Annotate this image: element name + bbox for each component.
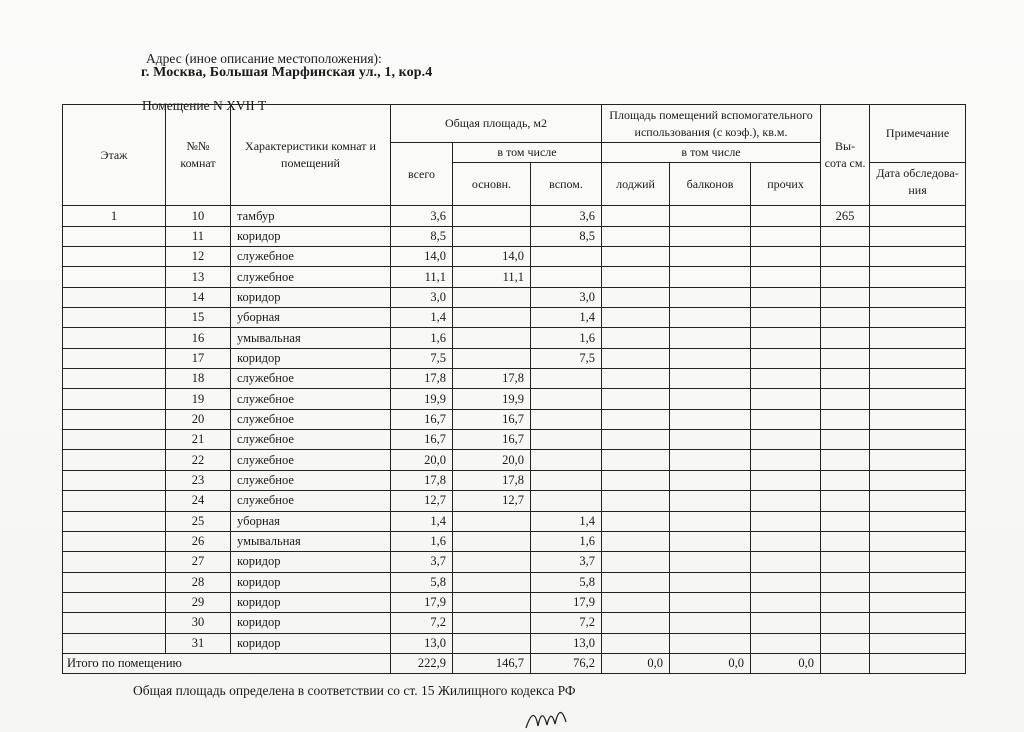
cell-empty xyxy=(751,613,821,633)
cell-floor xyxy=(63,531,166,551)
cell-empty xyxy=(602,369,670,389)
cell-empty xyxy=(670,206,751,226)
cell-total: 20,0 xyxy=(391,450,453,470)
cell-empty xyxy=(751,470,821,490)
table-row xyxy=(63,409,966,429)
table-row xyxy=(63,531,966,551)
cell-empty xyxy=(670,389,751,409)
cell-floor xyxy=(63,613,166,633)
cell-height xyxy=(821,267,870,287)
cell-empty xyxy=(751,308,821,328)
cell-aux xyxy=(531,247,602,267)
cell-aux: 1,4 xyxy=(531,511,602,531)
cell-empty xyxy=(870,369,966,389)
cell-main xyxy=(453,633,531,653)
table-row xyxy=(63,328,966,348)
cell-empty xyxy=(602,633,670,653)
cell-empty xyxy=(870,430,966,450)
cell-floor xyxy=(63,592,166,612)
address-value: г. Москва, Большая Марфинская ул., 1, кор.4 xyxy=(141,65,433,80)
cell-empty xyxy=(670,430,751,450)
cell-name: служебное xyxy=(231,450,391,470)
cell-aux xyxy=(531,470,602,490)
header-characteristics: Характеристики комнат и помещений xyxy=(231,105,391,206)
cell-floor xyxy=(63,491,166,511)
cell-empty xyxy=(751,511,821,531)
cell-empty xyxy=(870,450,966,470)
cell-total: 3,7 xyxy=(391,552,453,572)
table-row xyxy=(63,308,966,328)
cell-total: 5,8 xyxy=(391,572,453,592)
table-row xyxy=(63,572,966,592)
cell-empty xyxy=(602,226,670,246)
cell-empty xyxy=(870,267,966,287)
table-row xyxy=(63,287,966,307)
cell-empty xyxy=(751,633,821,653)
cell-total: 17,9 xyxy=(391,592,453,612)
cell-floor xyxy=(63,226,166,246)
cell-empty xyxy=(602,531,670,551)
header-aux: вспом. xyxy=(531,163,602,206)
cell-empty xyxy=(870,308,966,328)
header-balconies: балконов xyxy=(670,163,751,206)
cell-total: 17,8 xyxy=(391,369,453,389)
cell-total: 17,8 xyxy=(391,470,453,490)
cell-empty xyxy=(670,308,751,328)
header-height: Вы- сота см. xyxy=(821,105,870,206)
cell-height xyxy=(821,470,870,490)
table-row xyxy=(63,267,966,287)
cell-name: коридор xyxy=(231,552,391,572)
cell-empty xyxy=(670,613,751,633)
cell-aux xyxy=(531,450,602,470)
cell-height xyxy=(821,369,870,389)
cell-aux: 5,8 xyxy=(531,572,602,592)
cell-room: 10 xyxy=(166,206,231,226)
cell-main xyxy=(453,287,531,307)
cell-floor: 1 xyxy=(63,206,166,226)
cell-room: 24 xyxy=(166,491,231,511)
cell-main: 17,8 xyxy=(453,470,531,490)
header-survey-date: Дата обследова- ния xyxy=(870,163,966,206)
cell-height xyxy=(821,430,870,450)
cell-room: 16 xyxy=(166,328,231,348)
table-row xyxy=(63,389,966,409)
table-row xyxy=(63,592,966,612)
cell-room: 29 xyxy=(166,592,231,612)
cell-empty xyxy=(751,328,821,348)
totals-loggias: 0,0 xyxy=(602,653,670,673)
cell-empty xyxy=(602,572,670,592)
table-row xyxy=(63,552,966,572)
header-including: в том числе xyxy=(453,143,602,163)
cell-empty xyxy=(670,511,751,531)
header-floor: Этаж xyxy=(63,105,166,206)
cell-name: коридор xyxy=(231,348,391,368)
table-row xyxy=(63,470,966,490)
cell-room: 25 xyxy=(166,511,231,531)
cell-name: коридор xyxy=(231,592,391,612)
cell-floor xyxy=(63,247,166,267)
cell-empty xyxy=(751,226,821,246)
cell-room: 19 xyxy=(166,389,231,409)
cell-total: 19,9 xyxy=(391,389,453,409)
cell-height xyxy=(821,552,870,572)
cell-aux: 1,4 xyxy=(531,308,602,328)
cell-aux: 3,0 xyxy=(531,287,602,307)
cell-height xyxy=(821,389,870,409)
cell-total: 13,0 xyxy=(391,633,453,653)
cell-empty xyxy=(670,450,751,470)
cell-main: 16,7 xyxy=(453,430,531,450)
cell-empty xyxy=(670,633,751,653)
cell-height: 265 xyxy=(821,206,870,226)
cell-empty xyxy=(602,552,670,572)
cell-room: 21 xyxy=(166,430,231,450)
cell-name: служебное xyxy=(231,409,391,429)
cell-total: 1,4 xyxy=(391,511,453,531)
cell-aux: 1,6 xyxy=(531,531,602,551)
totals-main: 146,7 xyxy=(453,653,531,673)
cell-empty xyxy=(602,389,670,409)
cell-aux: 7,5 xyxy=(531,348,602,368)
signature-mark xyxy=(520,700,580,732)
cell-empty xyxy=(670,409,751,429)
cell-empty xyxy=(602,308,670,328)
header-aux-area: Площадь помещений вспомогательного использования (с коэф.), кв.м. xyxy=(602,105,821,143)
cell-main xyxy=(453,348,531,368)
cell-aux: 8,5 xyxy=(531,226,602,246)
totals-total: 222,9 xyxy=(391,653,453,673)
table-row xyxy=(63,491,966,511)
cell-empty xyxy=(751,369,821,389)
totals-other: 0,0 xyxy=(751,653,821,673)
cell-empty xyxy=(751,348,821,368)
cell-room: 23 xyxy=(166,470,231,490)
cell-room: 14 xyxy=(166,287,231,307)
cell-empty xyxy=(751,592,821,612)
cell-empty xyxy=(870,470,966,490)
cell-name: коридор xyxy=(231,226,391,246)
cell-main xyxy=(453,226,531,246)
cell-name: коридор xyxy=(231,613,391,633)
cell-aux: 3,7 xyxy=(531,552,602,572)
cell-aux xyxy=(531,491,602,511)
cell-main xyxy=(453,592,531,612)
cell-aux: 1,6 xyxy=(531,328,602,348)
totals-height xyxy=(821,653,870,673)
cell-total: 16,7 xyxy=(391,430,453,450)
cell-empty xyxy=(751,206,821,226)
cell-empty xyxy=(870,247,966,267)
cell-empty xyxy=(751,531,821,551)
cell-empty xyxy=(670,369,751,389)
cell-empty xyxy=(870,633,966,653)
cell-empty xyxy=(602,470,670,490)
cell-empty xyxy=(670,267,751,287)
cell-aux: 7,2 xyxy=(531,613,602,633)
cell-empty xyxy=(670,572,751,592)
cell-empty xyxy=(870,592,966,612)
cell-aux xyxy=(531,389,602,409)
cell-total: 12,7 xyxy=(391,491,453,511)
cell-aux: 17,9 xyxy=(531,592,602,612)
cell-aux: 3,6 xyxy=(531,206,602,226)
cell-aux xyxy=(531,409,602,429)
cell-empty xyxy=(602,450,670,470)
cell-main xyxy=(453,308,531,328)
cell-total: 8,5 xyxy=(391,226,453,246)
table-row xyxy=(63,348,966,368)
cell-name: тамбур xyxy=(231,206,391,226)
cell-height xyxy=(821,572,870,592)
cell-total: 1,6 xyxy=(391,531,453,551)
cell-room: 12 xyxy=(166,247,231,267)
totals-label: Итого по помещению xyxy=(63,653,391,673)
cell-total: 3,6 xyxy=(391,206,453,226)
cell-room: 15 xyxy=(166,308,231,328)
cell-name: служебное xyxy=(231,389,391,409)
cell-height xyxy=(821,613,870,633)
cell-room: 27 xyxy=(166,552,231,572)
cell-floor xyxy=(63,633,166,653)
cell-empty xyxy=(870,226,966,246)
cell-height xyxy=(821,226,870,246)
cell-total: 11,1 xyxy=(391,267,453,287)
cell-empty xyxy=(670,470,751,490)
cell-empty xyxy=(751,430,821,450)
cell-height xyxy=(821,450,870,470)
cell-empty xyxy=(870,572,966,592)
cell-room: 26 xyxy=(166,531,231,551)
cell-floor xyxy=(63,389,166,409)
cell-height xyxy=(821,409,870,429)
cell-empty xyxy=(670,491,751,511)
header-remark: Примечание xyxy=(870,105,966,163)
header-room-no: №№ комнат xyxy=(166,105,231,206)
cell-total: 3,0 xyxy=(391,287,453,307)
cell-height xyxy=(821,633,870,653)
premise-title: Помещение N XVII Т xyxy=(142,98,267,113)
cell-empty xyxy=(870,348,966,368)
header-aux-including: в том числе xyxy=(602,143,821,163)
cell-main: 20,0 xyxy=(453,450,531,470)
cell-main: 14,0 xyxy=(453,247,531,267)
cell-name: служебное xyxy=(231,247,391,267)
cell-name: уборная xyxy=(231,511,391,531)
cell-main xyxy=(453,572,531,592)
cell-room: 18 xyxy=(166,369,231,389)
cell-empty xyxy=(670,531,751,551)
cell-empty xyxy=(602,409,670,429)
cell-main: 16,7 xyxy=(453,409,531,429)
cell-height xyxy=(821,308,870,328)
cell-name: уборная xyxy=(231,308,391,328)
cell-empty xyxy=(870,328,966,348)
cell-empty xyxy=(670,226,751,246)
cell-room: 13 xyxy=(166,267,231,287)
table-row xyxy=(63,450,966,470)
cell-height xyxy=(821,348,870,368)
cell-empty xyxy=(670,592,751,612)
table-row xyxy=(63,247,966,267)
header-total: всего xyxy=(391,143,453,206)
cell-empty xyxy=(870,287,966,307)
table-row xyxy=(63,369,966,389)
cell-height xyxy=(821,491,870,511)
cell-empty xyxy=(602,348,670,368)
cell-empty xyxy=(751,409,821,429)
cell-main xyxy=(453,511,531,531)
header-other: прочих xyxy=(751,163,821,206)
cell-main: 12,7 xyxy=(453,491,531,511)
cell-empty xyxy=(602,592,670,612)
cell-empty xyxy=(751,572,821,592)
table-row xyxy=(63,613,966,633)
header-loggias: лоджий xyxy=(602,163,670,206)
cell-empty xyxy=(751,552,821,572)
cell-height xyxy=(821,511,870,531)
cell-total: 7,5 xyxy=(391,348,453,368)
cell-floor xyxy=(63,511,166,531)
table-row xyxy=(63,430,966,450)
cell-floor xyxy=(63,308,166,328)
cell-total: 7,2 xyxy=(391,613,453,633)
cell-floor xyxy=(63,348,166,368)
cell-total: 1,4 xyxy=(391,308,453,328)
cell-empty xyxy=(602,613,670,633)
cell-floor xyxy=(63,430,166,450)
cell-main xyxy=(453,531,531,551)
cell-name: коридор xyxy=(231,287,391,307)
cell-empty xyxy=(870,409,966,429)
header-main: основн. xyxy=(453,163,531,206)
totals-aux: 76,2 xyxy=(531,653,602,673)
cell-total: 16,7 xyxy=(391,409,453,429)
table-row xyxy=(63,633,966,653)
cell-main xyxy=(453,206,531,226)
cell-floor xyxy=(63,328,166,348)
cell-name: умывальная xyxy=(231,531,391,551)
cell-name: коридор xyxy=(231,572,391,592)
cell-empty xyxy=(870,613,966,633)
cell-empty xyxy=(602,287,670,307)
cell-room: 17 xyxy=(166,348,231,368)
cell-aux: 13,0 xyxy=(531,633,602,653)
cell-empty xyxy=(870,531,966,551)
cell-room: 11 xyxy=(166,226,231,246)
cell-name: служебное xyxy=(231,430,391,450)
cell-floor xyxy=(63,409,166,429)
cell-floor xyxy=(63,470,166,490)
cell-total: 14,0 xyxy=(391,247,453,267)
cell-aux xyxy=(531,369,602,389)
cell-empty xyxy=(670,328,751,348)
cell-aux xyxy=(531,430,602,450)
cell-floor xyxy=(63,450,166,470)
cell-name: служебное xyxy=(231,491,391,511)
cell-empty xyxy=(870,491,966,511)
cell-empty xyxy=(670,287,751,307)
cell-room: 28 xyxy=(166,572,231,592)
cell-empty xyxy=(751,287,821,307)
cell-main xyxy=(453,328,531,348)
cell-empty xyxy=(751,491,821,511)
totals-balconies: 0,0 xyxy=(670,653,751,673)
cell-floor xyxy=(63,267,166,287)
cell-floor xyxy=(63,552,166,572)
cell-name: коридор xyxy=(231,633,391,653)
cell-empty xyxy=(602,328,670,348)
table-row xyxy=(63,511,966,531)
cell-empty xyxy=(870,552,966,572)
area-table xyxy=(62,104,966,674)
cell-main xyxy=(453,552,531,572)
cell-height xyxy=(821,287,870,307)
cell-height xyxy=(821,592,870,612)
cell-room: 22 xyxy=(166,450,231,470)
cell-main: 19,9 xyxy=(453,389,531,409)
cell-total: 1,6 xyxy=(391,328,453,348)
cell-empty xyxy=(602,511,670,531)
table-row xyxy=(63,226,966,246)
cell-empty xyxy=(870,511,966,531)
cell-empty xyxy=(602,206,670,226)
cell-floor xyxy=(63,369,166,389)
cell-empty xyxy=(751,267,821,287)
cell-name: служебное xyxy=(231,470,391,490)
totals-remark xyxy=(870,653,966,673)
footer-note: Общая площадь определена в соответствии со ст. 15 Жилищного кодекса РФ xyxy=(133,683,576,698)
cell-empty xyxy=(870,206,966,226)
cell-main: 17,8 xyxy=(453,369,531,389)
cell-aux xyxy=(531,267,602,287)
cell-empty xyxy=(870,389,966,409)
totals-row xyxy=(63,653,966,673)
cell-empty xyxy=(602,491,670,511)
cell-empty xyxy=(670,247,751,267)
address-label: Адрес (иное описание местоположения): xyxy=(146,51,382,66)
cell-height xyxy=(821,328,870,348)
cell-empty xyxy=(670,552,751,572)
cell-name: умывальная xyxy=(231,328,391,348)
cell-main: 11,1 xyxy=(453,267,531,287)
cell-empty xyxy=(602,267,670,287)
header-total-area: Общая площадь, м2 xyxy=(391,105,602,143)
cell-main xyxy=(453,613,531,633)
cell-empty xyxy=(670,348,751,368)
cell-name: служебное xyxy=(231,267,391,287)
cell-room: 30 xyxy=(166,613,231,633)
cell-floor xyxy=(63,287,166,307)
cell-room: 31 xyxy=(166,633,231,653)
table-row xyxy=(63,206,966,226)
cell-name: служебное xyxy=(231,369,391,389)
cell-empty xyxy=(602,430,670,450)
cell-floor xyxy=(63,572,166,592)
cell-room: 20 xyxy=(166,409,231,429)
cell-empty xyxy=(602,247,670,267)
cell-height xyxy=(821,247,870,267)
cell-empty xyxy=(751,247,821,267)
cell-empty xyxy=(751,389,821,409)
cell-height xyxy=(821,531,870,551)
cell-empty xyxy=(751,450,821,470)
